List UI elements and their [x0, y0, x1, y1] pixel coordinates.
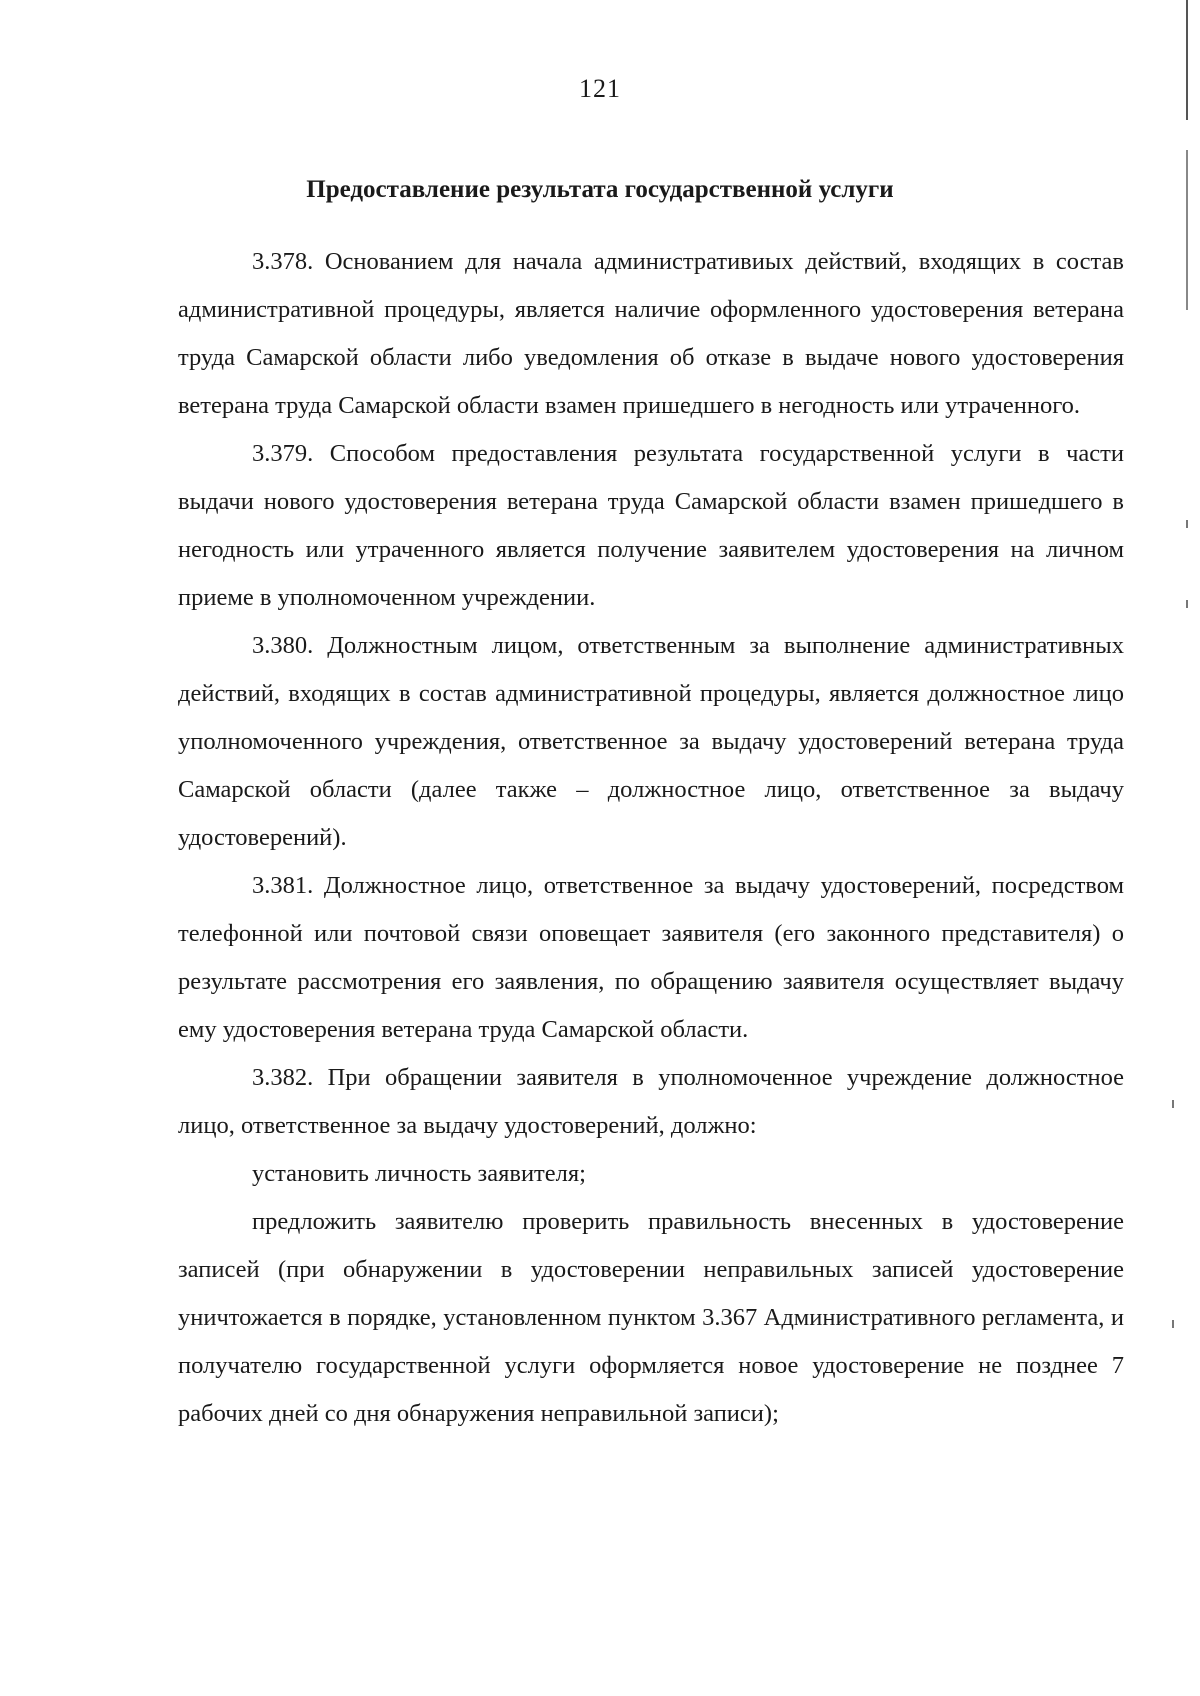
scan-edge-line: [1186, 0, 1188, 120]
document-body: [178, 238, 1124, 1438]
scan-artifact: [1172, 1320, 1174, 1328]
list-item-verify-records: предложить заявителю проверить правильность внесенных в удостоверение записей (при обнаружении в удостоверении неправильных записей удостоверение уничтожается в порядке, установленном пунктом 3.367 Административного регламента, и получателю государственной услуги оформляется новое удостоверение не позднее 7 рабочих дней со дня обнаружения неправильной записи);: [178, 1208, 1124, 1427]
paragraph-3-381: 3.381. Должностное лицо, ответственное за выдачу удостоверений, посредством телефонной или почтовой связи оповещает заявителя (его законного представителя) о результате рассмотрения его заявления, по обращению заявителя осуществляет выдачу ему удостоверения ветерана труда Самарской области.: [178, 872, 1124, 1043]
page-number: 121: [579, 74, 621, 103]
scan-artifact: [1172, 1100, 1174, 1108]
list-item-identify: установить личность заявителя;: [252, 1160, 586, 1187]
scan-edge-line: [1186, 150, 1188, 310]
paragraph-3-380: 3.380. Должностным лицом, ответственным за выполнение административных действий, входящих в состав административной процедуры, является должностное лицо уполномоченного учреждения, ответственное за выдачу удостоверений ветерана труда Самарской области (далее также – должностное лицо, ответственное за выдачу удостоверений).: [178, 632, 1124, 851]
paragraph-3-379: 3.379. Способом предоставления результата государственной услуги в части выдачи нового удостоверения ветерана труда Самарской области взамен пришедшего в негодность или утраченного является получение заявителем удостоверения на личном приеме в уполномоченном учреждении.: [178, 440, 1124, 611]
scan-artifact: [1186, 520, 1188, 528]
paragraph-3-382: 3.382. При обращении заявителя в уполномоченное учреждение должностное лицо, ответственное за выдачу удостоверений, должно:: [178, 1064, 1124, 1139]
scan-artifact: [1186, 600, 1188, 608]
section-heading: Предоставление результата государственной услуги: [306, 176, 894, 203]
paragraph-3-378: 3.378. Основанием для начала административиых действий, входящих в состав административной процедуры, является наличие оформленного удостоверения ветерана труда Самарской области либо уведомления об отказе в выдаче нового удостоверения ветерана труда Самарской области взамен пришедшего в негодность или утраченного.: [178, 248, 1124, 419]
